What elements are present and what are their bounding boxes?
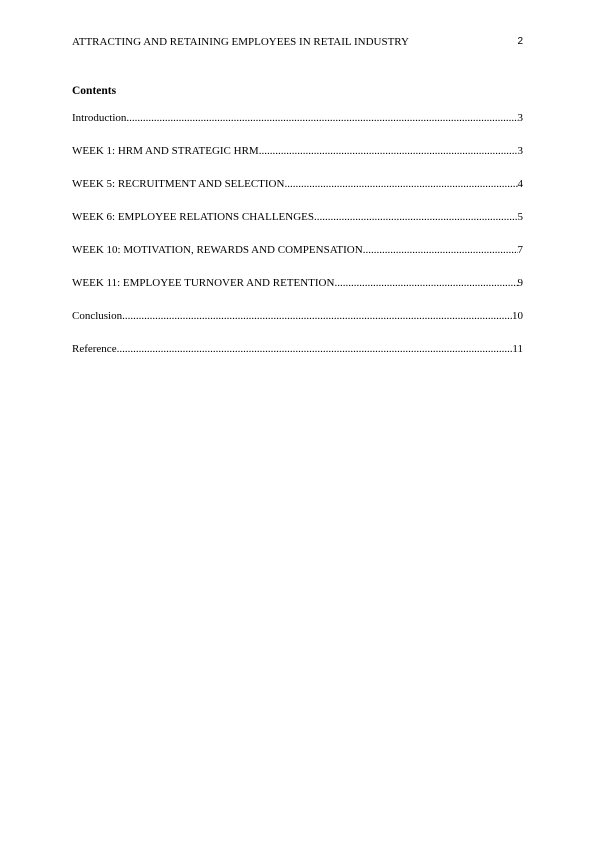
dot-leader [314,210,518,224]
toc-entry-page: 9 [517,277,523,289]
dot-leader [259,144,518,158]
toc-entry-label: Reference [72,343,117,355]
table-of-contents [72,111,523,375]
toc-entry-page: 7 [517,244,523,256]
dot-leader [363,243,518,257]
toc-entry-page: 10 [512,310,523,322]
toc-entry-week-1[interactable] [72,144,523,177]
toc-entry-week-5[interactable] [72,177,523,210]
toc-entry-label: WEEK 11: EMPLOYEE TURNOVER AND RETENTION [72,277,335,289]
toc-entry-conclusion[interactable] [72,309,523,342]
toc-entry-page: 3 [517,145,523,157]
toc-entry-label: WEEK 1: HRM AND STRATEGIC HRM [72,145,259,157]
dot-leader [122,309,512,323]
toc-entry-label: Conclusion [72,310,123,322]
running-header-title: ATTRACTING AND RETAINING EMPLOYEES IN RETAIL INDUSTRY [72,36,409,48]
toc-entry-week-11[interactable] [72,276,523,309]
toc-entry-week-6[interactable] [72,210,523,243]
toc-entry-label: Introduction [72,112,127,124]
toc-entry-introduction[interactable] [72,111,523,144]
toc-entry-week-10[interactable] [72,243,523,276]
toc-entry-label: WEEK 6: EMPLOYEE RELATIONS CHALLENGES [72,211,314,223]
dot-leader [284,177,517,191]
toc-entry-page: 3 [517,112,523,124]
toc-entry-label: WEEK 5: RECRUITMENT AND SELECTION [72,178,285,190]
dot-leader [126,111,517,125]
page-number: 2 [517,36,523,47]
toc-entry-page: 4 [517,178,523,190]
toc-entry-reference[interactable] [72,342,523,375]
toc-entry-page: 11 [512,343,523,355]
toc-heading: Contents [72,85,117,97]
toc-entry-label: WEEK 10: MOTIVATION, REWARDS AND COMPENSATION [72,244,363,256]
dot-leader [117,342,513,356]
running-header [72,35,523,49]
dot-leader [334,276,517,290]
toc-entry-page: 5 [517,211,523,223]
